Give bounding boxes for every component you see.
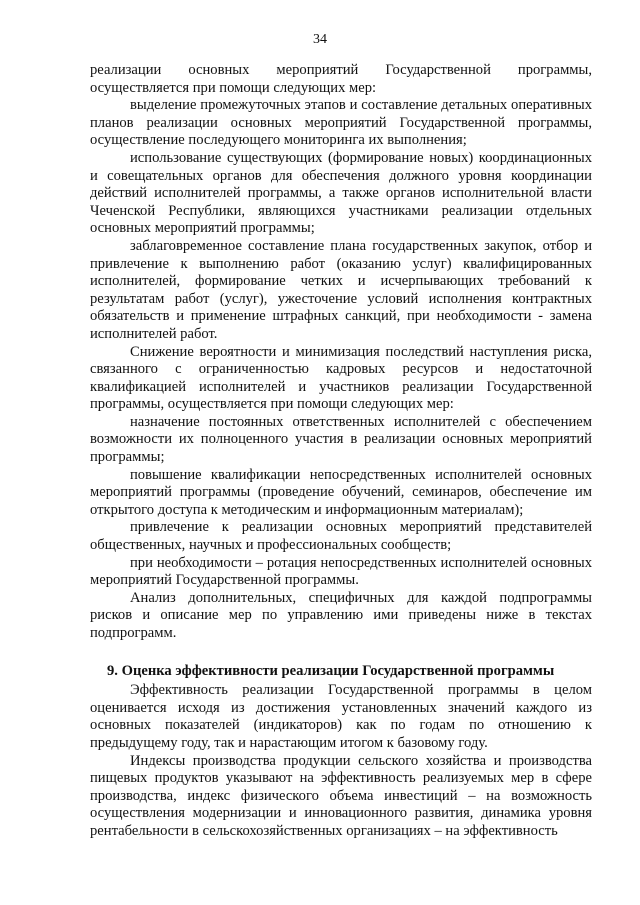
paragraph-efficiency-overall: Эффективность реализации Государственной программы в целом оценивается исходя из достижения установленных значений каждого из основных показателей (индикаторов) как по годам по отношению к предыдущему году, так и нарастающим итогом к базовому году. [90,682,592,751]
paragraph-coordination-bodies: использование существующих (формирование новых) координационных и совещательных органов для обеспечения должного уровня координации действий исполнителей программы, а также органов исполнительной власти Чеченской Республики, являющихся участниками реализации отдельных основных мероприятий программы; [90,149,592,237]
risk-measures-block [90,62,592,643]
paragraph-production-indices: Индексы производства продукции сельского хозяйства и производства пищевых продуктов указывают на эффективность реализуемых мер в сфере производства, индекс физического объема инвестиций – на возможность осуществления модернизации и инновационного развития, динамика уровня рентабельности в сельскохозяйственных организациях – на эффективность [90,752,592,839]
paragraph-permanent-executors: назначение постоянных ответственных исполнителей с обеспечением возможности их полноценного участия в реализации основных мероприятий программы; [90,413,592,466]
page-number: 34 [313,32,327,47]
paragraph-measures-intro: реализации основных мероприятий Государственной программы, осуществляется при помощи следующих мер: [90,62,592,96]
section-heading: 9. Оценка эффективности реализации Государственной программы [107,662,555,679]
paragraph-intermediate-stages: выделение промежуточных этапов и составление детальных оперативных планов реализации основных мероприятий Государственной программы, осуществление последующего мониторинга их выполнения; [90,97,592,149]
paragraph-rotation: при необходимости – ротация непосредственных исполнителей основных мероприятий Государственной программы. [90,554,592,589]
paragraph-subprogram-risks: Анализ дополнительных, специфичных для каждой подпрограммы рисков и описание мер по управлению ими приведены ниже в текстах подпрограмм. [90,589,592,641]
efficiency-block [90,682,592,840]
paragraph-qualification: повышение квалификации непосредственных исполнителей основных мероприятий программы (проведение обучений, семинаров, обеспечение им открытого доступа к методическим и информационным материалам); [90,466,592,518]
paragraph-procurement-plan: заблаговременное составление плана государственных закупок, отбор и привлечение к выполнению работ (оказанию услуг) квалифицированных исполнителей, формирование четких и исчерпывающих требований к результатам работ (услуг), ужесточение условий исполнения контрактных обязательств и применение штрафных санкций, при необходимости - замена исполнителей работ. [90,237,592,342]
page-content [90,62,592,841]
paragraph-communities: привлечение к реализации основных мероприятий представителей общественных, научных и профессиональных сообществ; [90,519,592,554]
paragraph-staff-risk: Снижение вероятности и минимизация последствий наступления риска, связанного с ограниченностью кадровых ресурсов и недостаточной квалификацией исполнителей и участников реализации Государственной программы, осуществляется при помощи следующих мер: [90,343,592,413]
